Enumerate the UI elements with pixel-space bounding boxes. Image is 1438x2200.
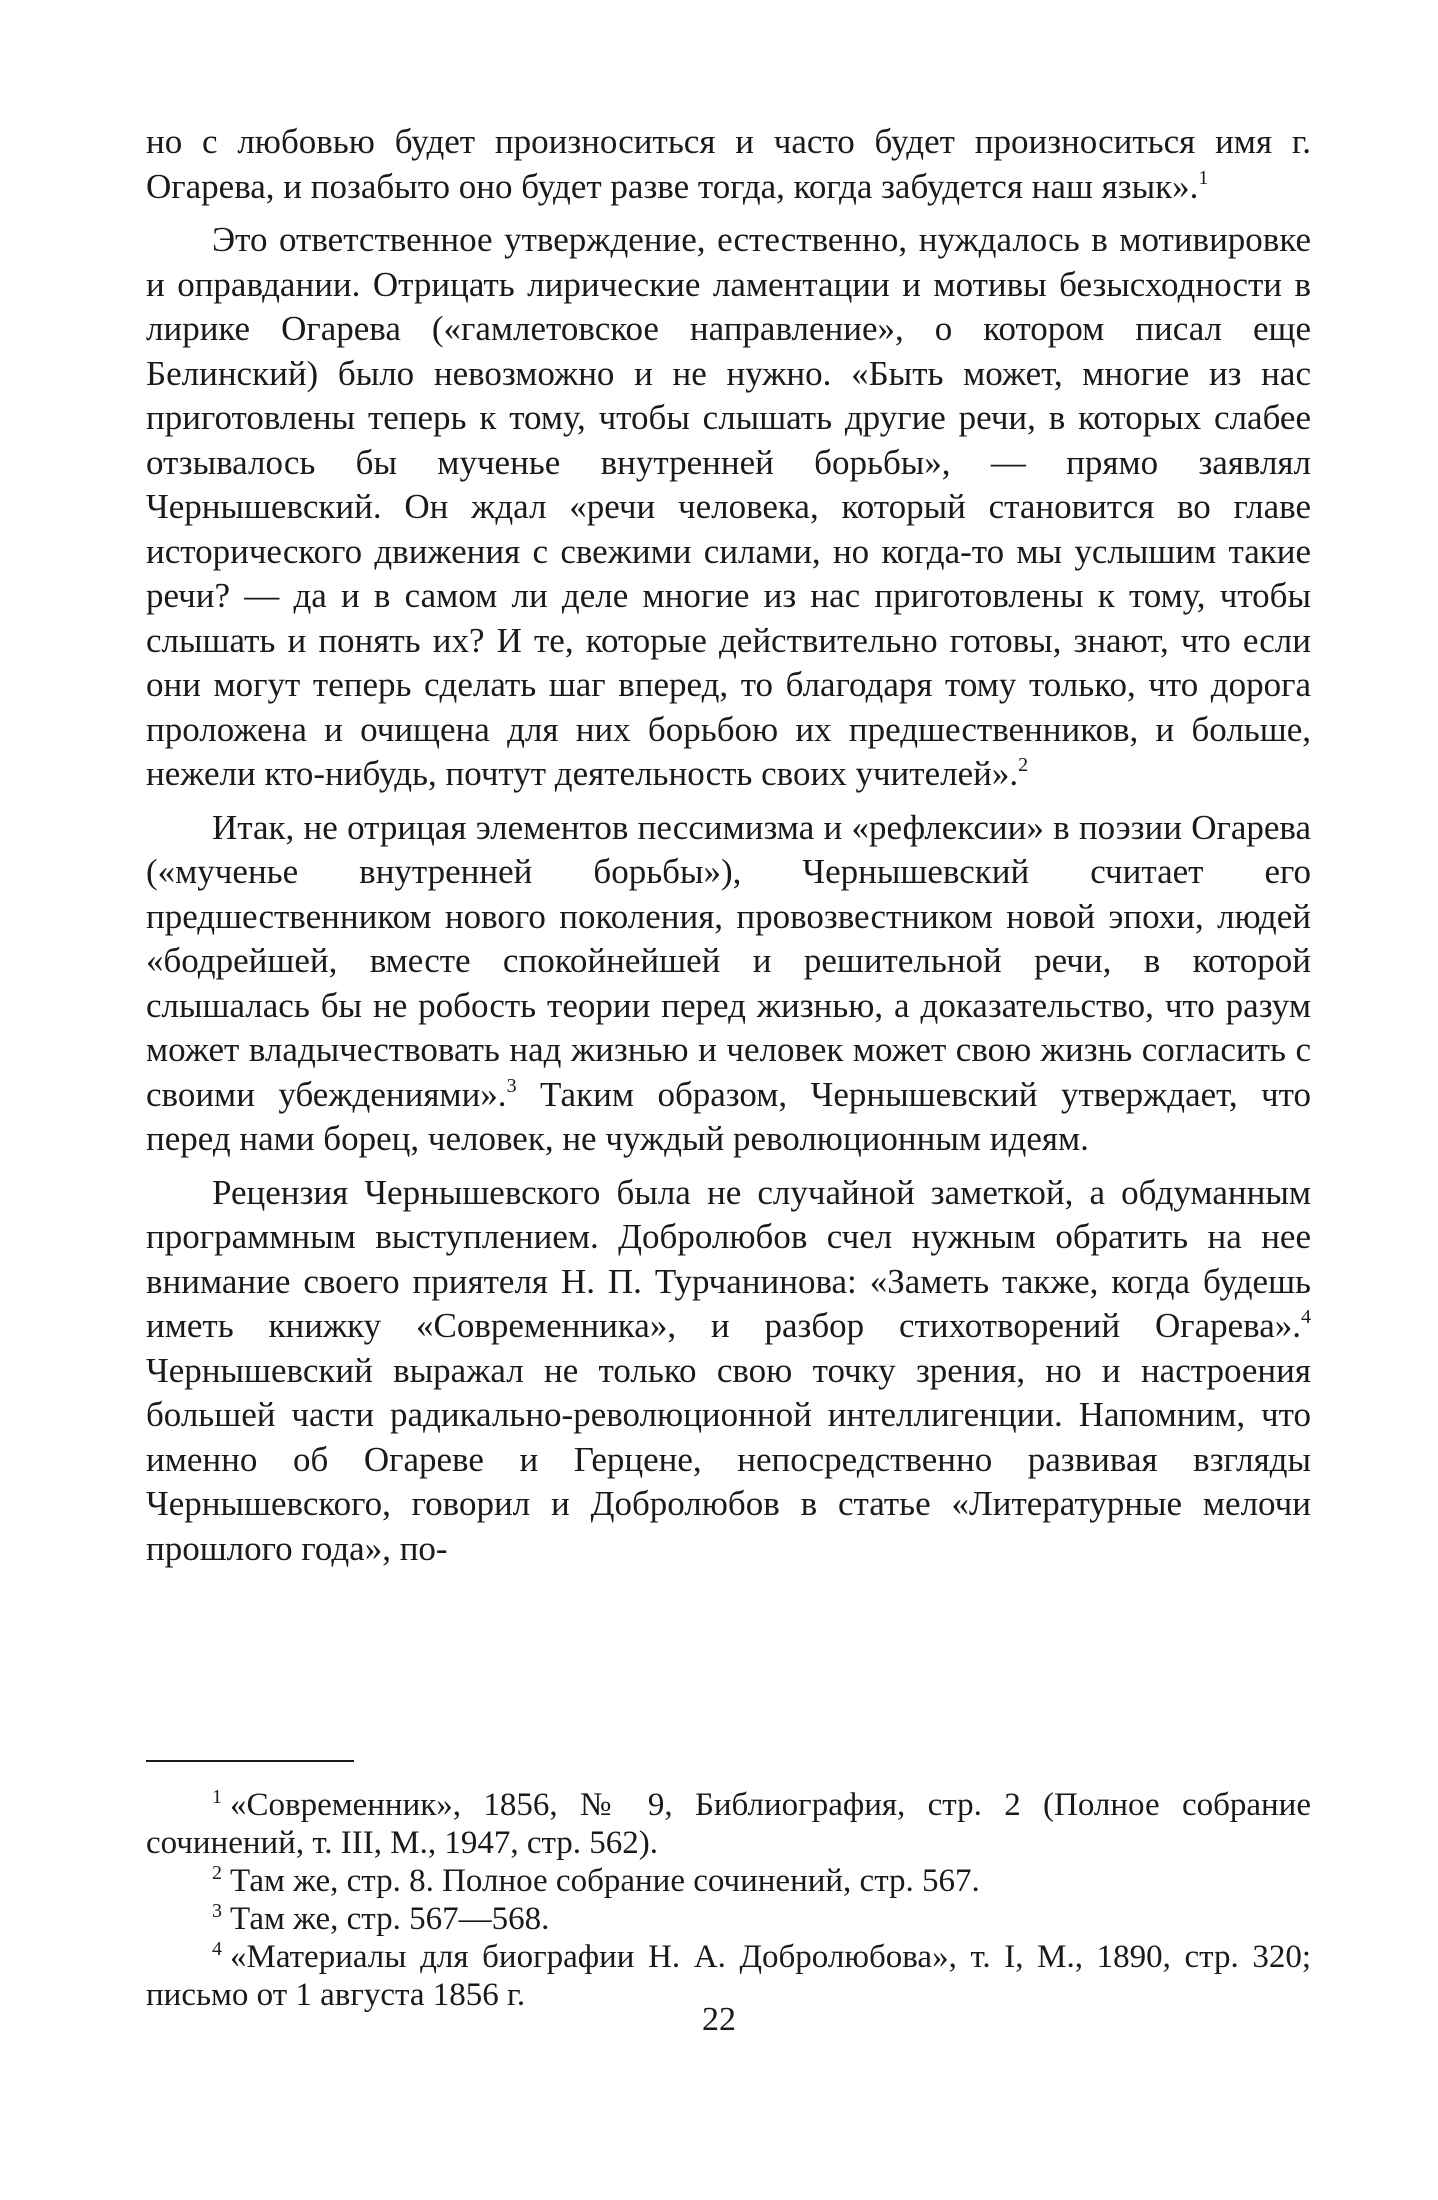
paragraph-text: Это ответственное утверждение, естественно, нуждалось в мотивировке и оправдании. Отрицать лирические ламентации и мотивы безысходности в лирике Огарева («гамлетовское направление», о котором писал еще Белинский) было невозможно и не нужно. «Быть может, многие из нас приготовлены теперь к тому, чтобы слышать другие речи, в которых слабее отзывалось бы мученье внутренней борьбы», — прямо заявлял Чернышевский. Он ждал «речи человека, который становится во главе исторического движения с свежими силами, но когда-то мы услышим такие речи? — да и в самом ли деле многие из нас приготовлены к тому, чтобы слышать и понять их? И те, которые действительно готовы, знают, что если они могут теперь сделать шаг вперед, то благодаря тому только, что дорога проложена и очищена для них борьбою их предшественников, и больше, нежели кто-нибудь, почтут деятельность своих учителей». bbox=[146, 220, 1311, 793]
footnote-divider bbox=[146, 1760, 354, 1762]
paragraph-tail: Чернышевский выражал не только свою точку зрения, но и настроения большей части радикально-революционной интеллигенции. Напомним, что именно об Огареве и Герцене, непосредственно развивая взгляды Чернышевского, говорил и Добролюбов в статье «Литературные мелочи прошлого года», по- bbox=[146, 1350, 1311, 1568]
footnote-number: 1 bbox=[212, 1786, 222, 1808]
page-number: 22 bbox=[702, 2001, 736, 2038]
footnote-ref: 3 bbox=[506, 1074, 517, 1097]
paragraph-tail: Таким образом, Чернышевский утверждает, что перед нами борец, человек, не чуждый революционным идеям. bbox=[146, 1074, 1311, 1158]
paragraph-text: но с любовью будет произноситься и часто будет произноситься имя г. Огарева, и позабыто оно будет разве тогда, когда забудется наш язык». bbox=[146, 122, 1311, 206]
footnote-ref: 4 bbox=[1301, 1306, 1311, 1328]
footnote-ref: 2 bbox=[1018, 754, 1029, 776]
paragraph-text: Рецензия Чернышевского была не случайной заметкой, а обдуманным программным выступлением. Добролюбов счел нужным обратить на нее внимание своего приятеля Н. П. Турчанинова: «Заметь также, когда будешь иметь книжку «Современника», и разбор стихотворений Огарева». bbox=[146, 1172, 1311, 1345]
footnote-text: «Современник», 1856, № 9, Библиография, стр. 2 (Полное собрание сочинений, т. III, М., 1947, стр. 562). bbox=[146, 1787, 1311, 1861]
footnote-1 bbox=[146, 1786, 1311, 1862]
paragraph-1 bbox=[146, 120, 1311, 209]
footnote-2 bbox=[146, 1862, 1311, 1900]
paragraph-2 bbox=[146, 218, 1311, 797]
footnote-text: Там же, стр. 8. Полное собрание сочинений, стр. 567. bbox=[230, 1863, 980, 1899]
footnote-number: 4 bbox=[212, 1938, 222, 1960]
paragraph-3 bbox=[146, 806, 1311, 1162]
footnote-text: «Материалы для биографии Н. А. Добролюбова», т. I, М., 1890, стр. 320; письмо от 1 августа 1856 г. bbox=[146, 1939, 1311, 2013]
footnote-text: Там же, стр. 567—568. bbox=[230, 1901, 550, 1937]
paragraph-4 bbox=[146, 1171, 1311, 1572]
footnote-number: 2 bbox=[212, 1862, 222, 1884]
main-text bbox=[146, 120, 1311, 1571]
paragraph-text: Итак, не отрицая элементов пессимизма и «рефлексии» в поэзии Огарева («мученье внутренней борьбы»), Чернышевский считает его предшественником нового поколения, провозвестником новой эпохи, людей «бодрейшей, вместе спокойнейшей и решительной речи, в которой слышалась бы не робость теории перед жизнью, а доказательство, что разум может владычествовать над жизнью и человек может свою жизнь согласить с своими убеждениями». bbox=[146, 807, 1311, 1114]
footnote-3 bbox=[146, 1900, 1311, 1938]
footnote-number: 3 bbox=[212, 1900, 222, 1922]
footnote-ref: 1 bbox=[1198, 166, 1209, 189]
footnotes bbox=[146, 1786, 1311, 2014]
